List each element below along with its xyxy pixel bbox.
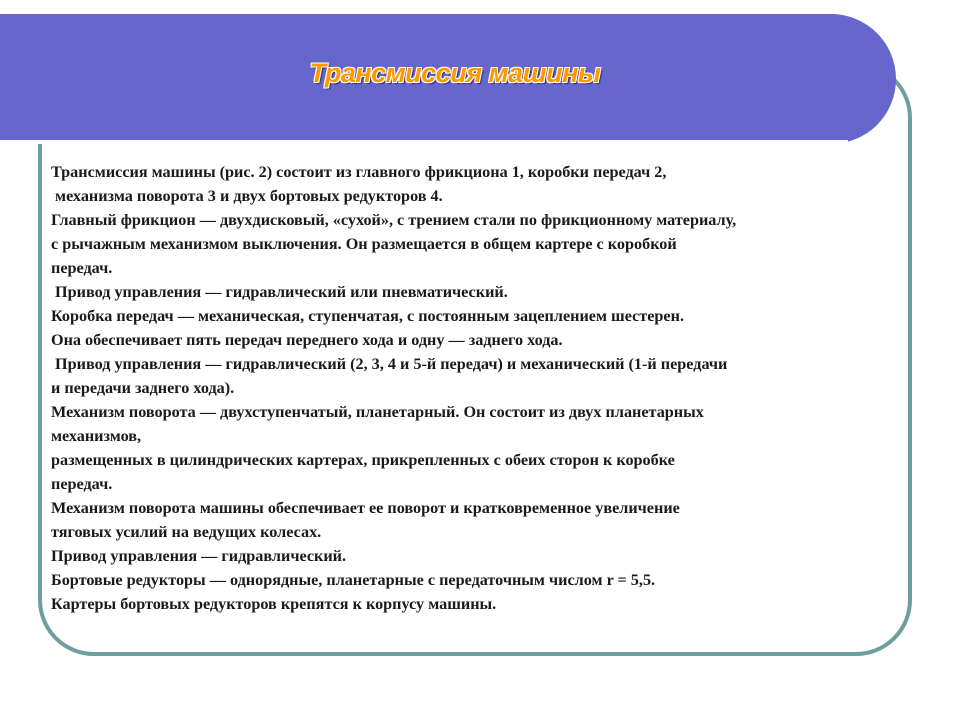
body-line: передач. bbox=[51, 259, 113, 277]
body-line: тяговых усилий на ведущих колесах. bbox=[51, 523, 322, 541]
body-line: с рычажным механизмом выключения. Он размещается в общем картере с коробкой bbox=[51, 235, 677, 253]
body-line: Она обеспечивает пять передач переднего хода и одну — заднего хода. bbox=[51, 331, 563, 349]
body-line: Привод управления — гидравлический (2, 3, 4 и 5-й передач) и механический (1-й передачи bbox=[51, 355, 728, 373]
body-line: размещенных в цилиндрических картерах, прикрепленных с обеих сторон к коробке bbox=[51, 451, 675, 469]
body-line: Коробка передач — механическая, ступенчатая, с постоянным зацеплением шестерен. bbox=[51, 307, 684, 325]
body-line: механизмов, bbox=[51, 427, 142, 445]
body-line: Главный фрикцион — двухдисковый, «сухой», с трением стали по фрикционному материалу, bbox=[51, 211, 737, 229]
slide-body bbox=[51, 160, 901, 616]
body-line: Механизм поворота машины обеспечивает ее поворот и кратковременное увеличение bbox=[51, 499, 680, 517]
body-line: Картеры бортовых редукторов крепятся к корпусу машины. bbox=[51, 595, 497, 613]
body-line: Механизм поворота — двухступенчатый, планетарный. Он состоит из двух планетарных bbox=[51, 403, 704, 421]
slide-title: Трансмиссия машины bbox=[309, 58, 601, 88]
body-line: передач. bbox=[51, 475, 113, 493]
body-line: Привод управления — гидравлический. bbox=[51, 547, 347, 565]
body-line: Трансмиссия машины (рис. 2) состоит из главного фрикциона 1, коробки передач 2, bbox=[51, 163, 667, 181]
body-line: механизма поворота 3 и двух бортовых редукторов 4. bbox=[51, 187, 443, 205]
banner-underline bbox=[0, 140, 848, 144]
body-line: Привод управления — гидравлический или пневматический. bbox=[51, 283, 508, 301]
body-line: и передачи заднего хода). bbox=[51, 379, 235, 397]
body-line: Бортовые редукторы — однорядные, планетарные с передаточным числом r = 5,5. bbox=[51, 571, 656, 589]
